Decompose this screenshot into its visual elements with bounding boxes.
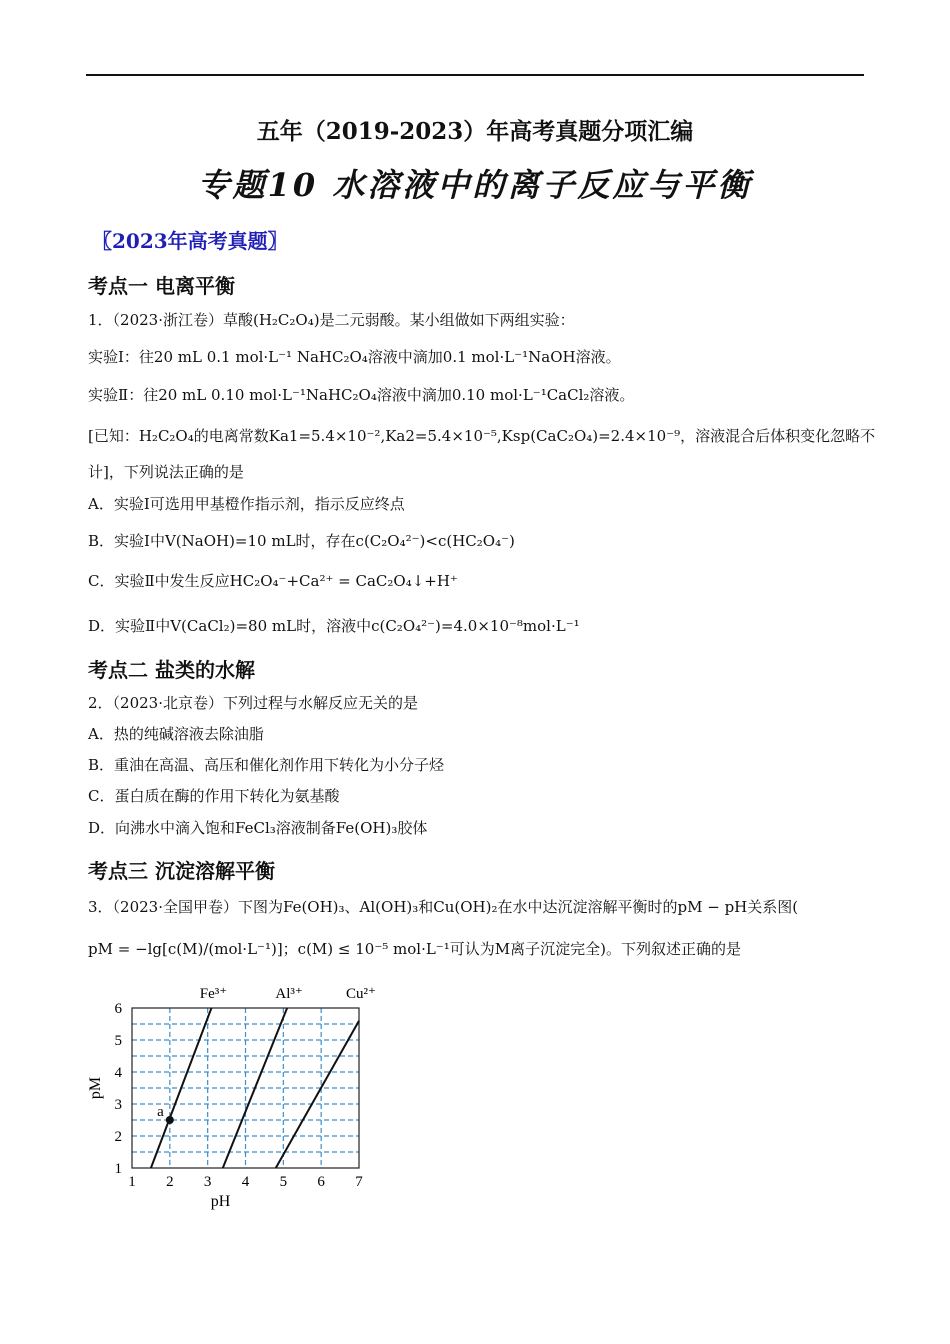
y-axis-label: pM bbox=[87, 1076, 104, 1100]
q1-exp1: 实验Ⅰ：往20 mL 0.1 mol·L⁻¹ NaHC₂O₄溶液中滴加0.1 mol·L⁻¹NaOH溶液。 bbox=[88, 348, 621, 366]
y-tick-label: 6 bbox=[114, 1001, 122, 1017]
point-heading-1: 考点一 电离平衡 bbox=[88, 274, 235, 298]
q1-stem: 1．（2023·浙江卷）草酸(H₂C₂O₄)是二元弱酸。某小组做如下两组实验： bbox=[88, 311, 575, 329]
q2-option-a: A．热的纯碱溶液去除油脂 bbox=[88, 725, 264, 743]
x-axis-label: pH bbox=[210, 1193, 231, 1210]
series-line-3 bbox=[276, 1021, 359, 1168]
point-a-label: a bbox=[157, 1104, 164, 1120]
q2-option-c: C．蛋白质在酶的作用下转化为氨基酸 bbox=[88, 787, 340, 805]
x-tick-label: 3 bbox=[203, 1174, 212, 1190]
q2-option-b: B．重油在高温、高压和催化剂作用下转化为小分子烃 bbox=[88, 756, 445, 774]
y-tick-label: 3 bbox=[114, 1097, 122, 1113]
section-heading: 〖2023年高考真题〗 bbox=[92, 229, 288, 253]
point-heading-3: 考点三 沉淀溶解平衡 bbox=[88, 859, 275, 883]
y-tick-label: 5 bbox=[114, 1033, 122, 1049]
x-tick-label: 6 bbox=[317, 1174, 325, 1190]
q1-known-line1: [已知：H₂C₂O₄的电离常数Ka1=5.4×10⁻²,Ka2=5.4×10⁻⁵,Ksp(CaC₂O₄)=2.4×10⁻⁹，溶液混合后体积变化忽略不 bbox=[88, 427, 876, 445]
doc-title: 五年（2019-2023）年高考真题分项汇编 bbox=[256, 118, 694, 145]
y-tick-label: 4 bbox=[114, 1065, 122, 1081]
series-label-3: Cu²⁺ bbox=[346, 986, 376, 1002]
doc-subtitle: 专题10 水溶液中的离子反应与平衡 bbox=[197, 166, 753, 204]
top-rule bbox=[86, 74, 864, 76]
q3-stem-line1: 3．（2023·全国甲卷）下图为Fe(OH)₃、Al(OH)₃和Cu(OH)₂在水中达沉淀溶解平衡时的pM − pH关系图( bbox=[88, 898, 799, 916]
q1-option-d: D．实验Ⅱ中V(CaCl₂)=80 mL时，溶液中c(C₂O₄²⁻)=4.0×10⁻⁸mol·L⁻¹ bbox=[88, 617, 580, 635]
q1-option-c: C．实验Ⅱ中发生反应HC₂O₄⁻+Ca²⁺ = CaC₂O₄↓+H⁺ bbox=[88, 572, 458, 590]
point-heading-2: 考点二 盐类的水解 bbox=[88, 658, 255, 682]
q2-stem: 2．（2023·北京卷）下列过程与水解反应无关的是 bbox=[88, 694, 418, 712]
q2-option-d: D．向沸水中滴入饱和FeCl₃溶液制备Fe(OH)₃胶体 bbox=[88, 819, 428, 837]
x-tick-label: 2 bbox=[166, 1174, 174, 1190]
q1-known-line2: 计]，下列说法正确的是 bbox=[88, 463, 244, 481]
series-label-1: Fe³⁺ bbox=[199, 986, 228, 1002]
q3-stem-line2: pM = −lg[c(M)/(mol·L⁻¹)]；c(M) ≤ 10⁻⁵ mol·L⁻¹可认为M离子沉淀完全)。下列叙述正确的是 bbox=[88, 940, 741, 958]
x-tick-label: 4 bbox=[241, 1174, 250, 1190]
q1-exp2: 实验Ⅱ：往20 mL 0.10 mol·L⁻¹NaHC₂O₄溶液中滴加0.10 mol·L⁻¹CaCl₂溶液。 bbox=[88, 386, 635, 404]
series-label-2: Al³⁺ bbox=[275, 986, 303, 1002]
y-tick-label: 1 bbox=[114, 1161, 122, 1177]
x-tick-label: 1 bbox=[128, 1174, 136, 1190]
y-tick-label: 2 bbox=[114, 1129, 122, 1145]
x-tick-label: 5 bbox=[279, 1174, 288, 1190]
x-tick-label: 7 bbox=[355, 1174, 363, 1190]
q1-option-b: B．实验Ⅰ中V(NaOH)=10 mL时，存在c(C₂O₄²⁻)<c(HC₂O₄⁻) bbox=[88, 532, 515, 550]
q1-option-a: A．实验Ⅰ可选用甲基橙作指示剂，指示反应终点 bbox=[88, 495, 405, 513]
pm-ph-chart bbox=[76, 978, 386, 1213]
point-a-marker bbox=[166, 1116, 174, 1124]
